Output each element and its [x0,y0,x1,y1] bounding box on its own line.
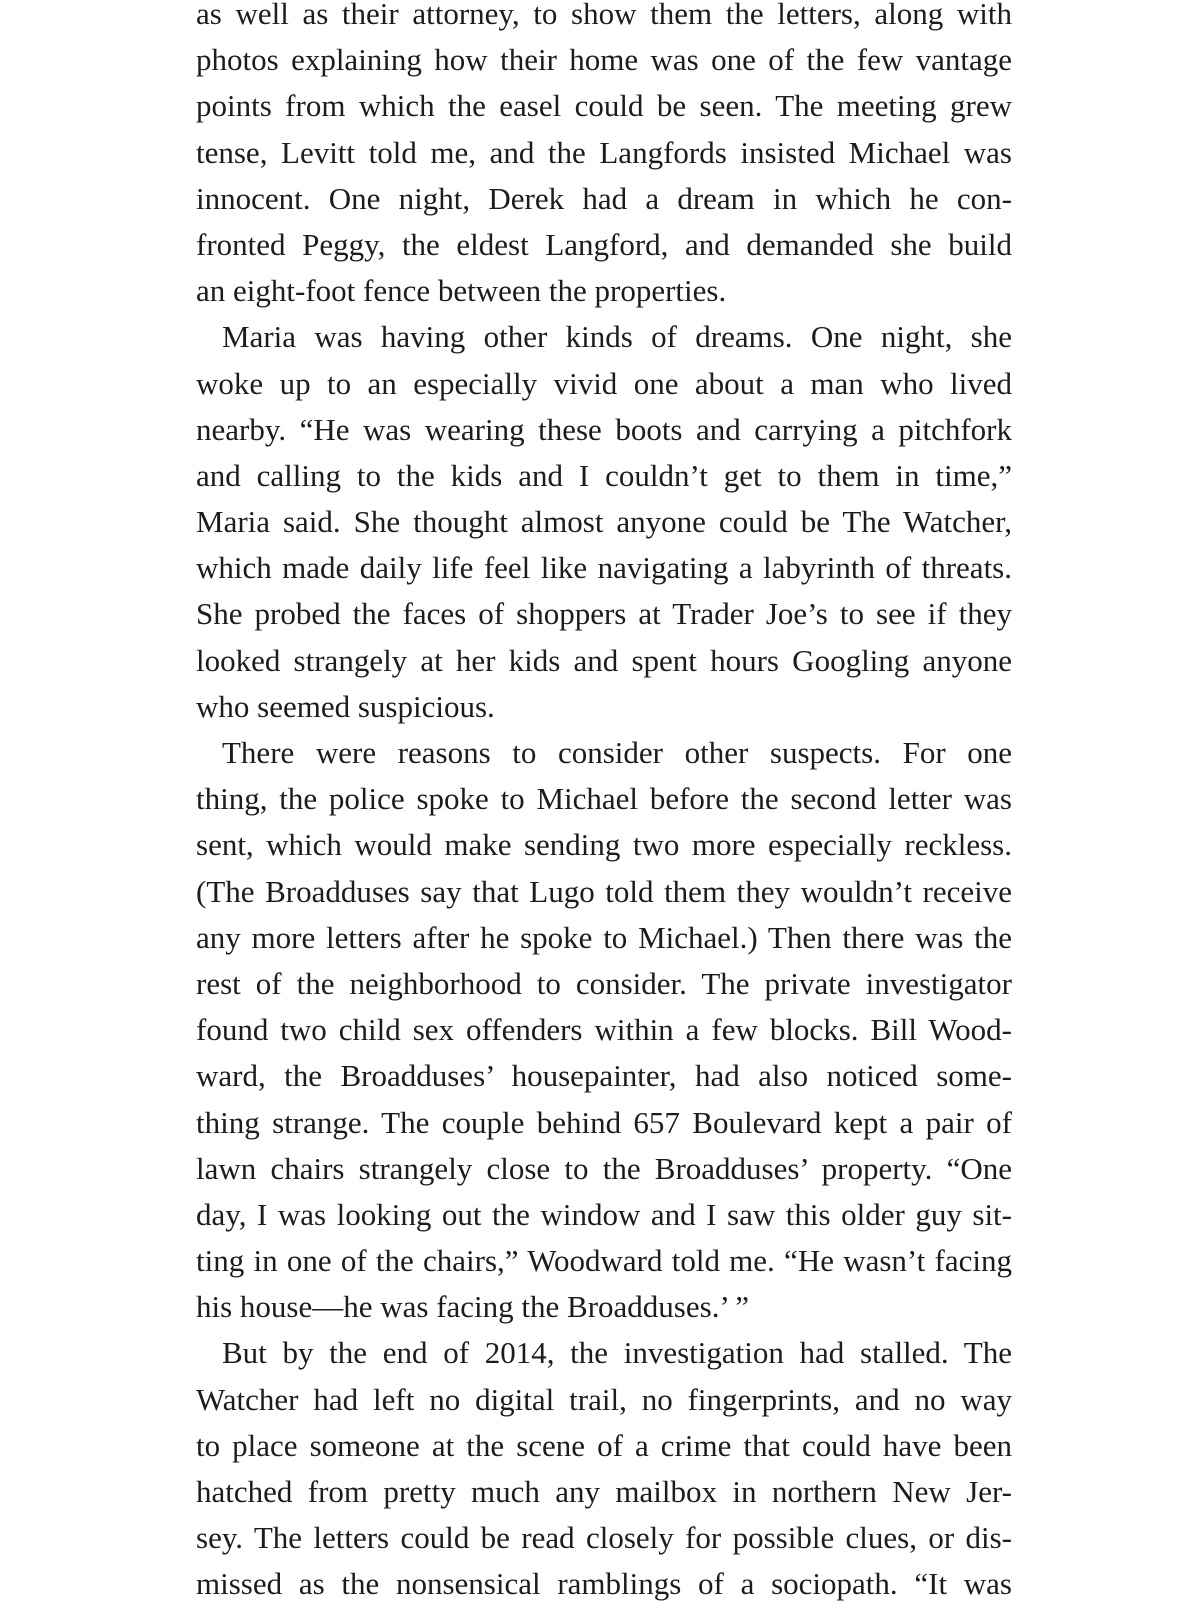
text-line: fronted Peggy, the eldest Langford, and demanded she build [196,226,1012,262]
paragraph [196,730,1012,1330]
text-line: There were reasons to consider other suspects. For one [222,735,1012,770]
text-line: tense, Levitt told me, and the Langfords insisted Michael was [196,134,1012,170]
text-line: thing strange. The couple behind 657 Boulevard kept a pair of [196,1104,1012,1140]
text-line: rest of the neighborhood to consider. The private investigator [196,965,1012,1001]
text-line: sent, which would make sending two more especially reckless. [196,827,1012,863]
text-line: to place someone at the scene of a crime that could have been [196,1427,1012,1463]
text-line: Maria said. She thought almost anyone could be The Watcher, [196,504,1012,540]
text-line: looked strangely at her kids and spent hours Googling anyone [196,642,1012,678]
text-line: photos explaining how their home was one of the few vantage [196,42,1012,78]
text-line: Watcher had left no digital trail, no fingerprints, and no way [196,1381,1012,1417]
text-line: his house—he was facing the Broadduses.’ ” [196,1289,749,1325]
text-line: an eight-foot fence between the properties. [196,273,727,309]
paragraph [196,314,1012,730]
text-line: any more letters after he spoke to Michael.) Then there was the [196,919,1012,955]
text-line: found two child sex offenders within a few blocks. Bill Wood- [196,1012,1012,1048]
text-line: which made daily life feel like navigating a labyrinth of threats. [196,550,1012,586]
text-line: and calling to the kids and I couldn’t get to them in time,” [196,457,1012,493]
article-page [196,0,1012,1608]
text-line: hatched from pretty much any mailbox in northern New Jer- [196,1474,1012,1509]
text-line: ting in one of the chairs,” Woodward told me. “He wasn’t facing [196,1243,1012,1279]
text-line: innocent. One night, Derek had a dream in which he con- [196,180,1012,216]
text-line: thing, the police spoke to Michael before the second letter was [196,781,1012,817]
text-line: nearby. “He was wearing these boots and carrying a pitchfork [196,411,1012,447]
text-line: as well as their attorney, to show them the letters, along with [196,0,1012,31]
text-line: points from which the easel could be seen. The meeting grew [196,88,1012,124]
text-line: (The Broadduses say that Lugo told them they wouldn’t receive [196,873,1012,909]
text-line: lawn chairs strangely close to the Broadduses’ property. “One [196,1150,1012,1186]
paragraph [196,1330,1012,1607]
text-line: But by the end of 2014, the investigation had stalled. The [222,1335,1012,1371]
text-line: sey. The letters could be read closely for possible clues, or dis- [196,1520,1012,1556]
text-line: ward, the Broadduses’ housepainter, had also noticed some- [196,1058,1012,1094]
text-line: missed as the nonsensical ramblings of a sociopath. “It was [196,1566,1012,1602]
text-line: woke up to an especially vivid one about a man who lived [196,365,1012,401]
text-line: who seemed suspicious. [196,688,495,724]
text-line: She probed the faces of shoppers at Trader Joe’s to see if they [196,596,1012,632]
text-line: day, I was looking out the window and I saw this older guy sit- [196,1196,1012,1232]
paragraph [196,0,1012,314]
text-line: Maria was having other kinds of dreams. One night, she [222,319,1012,355]
